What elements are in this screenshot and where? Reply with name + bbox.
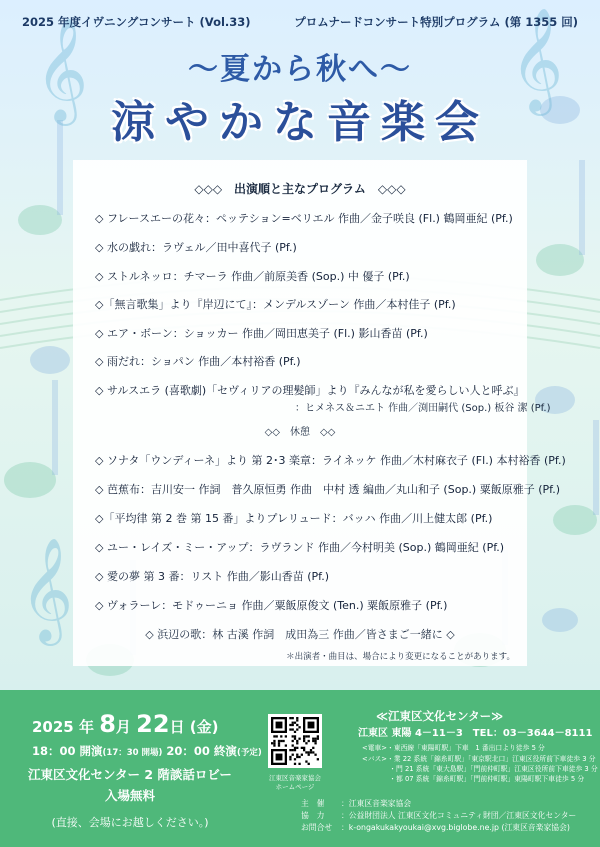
- program-item: ◇ フレースエーの花々：ペッテション=ベリエル 作曲／金子咲良 (Fl.) 鶴岡亜紀 (Pf.): [95, 212, 513, 225]
- program-item: ◇ ユー・レイズ・ミー・アップ：ラヴランド 作曲／今村明美 (Sop.) 鶴岡亜紀 (Pf.): [95, 541, 505, 554]
- program-item: ◇「平均律 第 2 巻 第 15 番」よりプレリュード：バッハ 作曲／川上健太郎 (Pf.): [95, 512, 493, 525]
- access-line: ・都 07 系統「錦糸町駅」「門前仲町駅」東陽町駅下車徒歩 5 分: [362, 775, 585, 783]
- qr-label: 江東区音楽家協会 ホームページ: [269, 774, 321, 791]
- change-notice: ＊出演者・曲目は、場合により変更になることがあります。: [286, 652, 515, 662]
- event-venue: 江東区文化センター 2 階談話ロビー: [28, 767, 232, 782]
- event-time: 18：00 開演(17：30 開場) 20：00 終演(予定): [32, 744, 262, 758]
- program-item: ◇ サルスエラ (喜歌劇)「セヴィリアの理髪師」より『みんなが私を愛らしい人と呼ぶ』: [95, 384, 525, 397]
- intermission-label: ◇◇ 休憩 ◇◇: [264, 427, 336, 438]
- treble-clef-icon: 𝄞: [20, 537, 74, 642]
- page-subtitle: 〜夏から秋へ〜: [188, 52, 412, 87]
- program-item: ◇ 雨だれ：ショパン 作曲／本村裕香 (Pf.): [95, 355, 301, 368]
- organizer-host: 主 催 ：江東区音楽家協会: [301, 799, 412, 808]
- concert-series-label: 2025 年度イヴニングコンサート (Vol.33): [22, 15, 251, 29]
- access-line: ・門 21 系統「東大島駅」「門前仲町駅」江東区役所前下車徒歩 3 分: [362, 765, 598, 773]
- program-item: ◇ 芭蕉布：吉川安一 作詞 普久原恒勇 作曲 中村 透 編曲／丸山和子 (Sop.) 粟飯原雅子 (Pf.): [95, 483, 560, 496]
- access-line: <バス>・業 22 系統「錦糸町駅」「東京駅北口」江東区役所前下車徒歩 3 分: [362, 755, 596, 763]
- venue-address: 江東区 東陽 4－11－3 TEL：03－3644－8111: [358, 728, 593, 739]
- event-date: 2025 年 8月 22日 (金): [32, 710, 219, 738]
- organizer-contact: お問合せ ：k-ongakukakyoukai@xvg.biglobe.ne.jp (江東区音楽家協会): [301, 823, 570, 832]
- qr-code-icon: [271, 717, 319, 765]
- program-item: ◇ ストルネッロ：チマーラ 作曲／前原美香 (Sop.) 中 優子 (Pf.): [95, 270, 410, 283]
- organizer-cooperation: 協 力 ：公益財団法人 江東区文化コミュニティ財団／江東区文化センター: [301, 811, 577, 820]
- program-item: ◇ 水の戯れ：ラヴェル／田中喜代子 (Pf.): [95, 241, 297, 254]
- program-series-label: プロムナードコンサート特別プログラム (第 1355 回): [294, 15, 578, 29]
- event-info-footer: [0, 690, 600, 847]
- program-item: ◇ ソナタ「ウンディーネ」より 第 2･3 楽章：ライネッケ 作曲／木村麻衣子 (Fl.) 本村裕香 (Pf.): [95, 454, 566, 467]
- program-heading: ◇◇◇ 出演順と主なプログラム ◇◇◇: [194, 182, 406, 196]
- program-panel: [73, 160, 566, 666]
- admission-label: 入場無料: [104, 788, 155, 803]
- program-item: ◇ ヴォラーレ：モドゥーニョ 作曲／粟飯原俊文 (Ten.) 粟飯原雅子 (Pf.): [95, 599, 448, 612]
- page-title: 涼やかな音楽会: [111, 97, 489, 148]
- qr-code[interactable]: [268, 714, 322, 768]
- program-item: ◇「無言歌集」より『岸辺にて』：メンデルスゾーン 作曲／本村佳子 (Pf.): [95, 298, 456, 311]
- access-line: <電車>・東西線「東陽町駅」下車 1 番出口より徒歩 5 分: [362, 744, 545, 752]
- program-item: ◇ 愛の夢 第 3 番：リスト 作曲／影山香苗 (Pf.): [95, 570, 330, 583]
- treble-clef-icon: 𝄞: [35, 17, 89, 122]
- program-item: ◇ エア・ボーン：ショッカー 作曲／岡田恵美子 (Fl.) 影山香苗 (Pf.): [95, 327, 428, 340]
- treble-clef-icon: 𝄞: [510, 7, 564, 112]
- finale-item: ◇ 浜辺の歌：林 古溪 作詞 成田為三 作曲／皆さまご一緒に ◇: [145, 628, 455, 641]
- attendance-note: (直接、会場にお越しください。): [51, 816, 209, 829]
- program-item-performers: ：ヒメネス＆ニエト 作曲／渕田嗣代 (Sop.) 板谷 潔 (Pf.): [295, 403, 551, 414]
- venue-title: ≪江東区文化センター≫: [376, 709, 504, 723]
